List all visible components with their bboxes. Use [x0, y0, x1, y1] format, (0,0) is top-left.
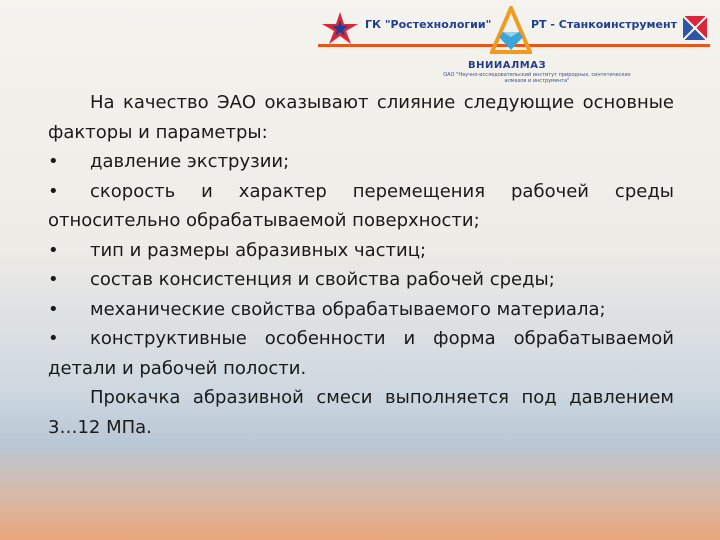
list-item — [48, 324, 674, 354]
closing-paragraph: Прокачка абразивной смеси выполняется под давлением 3…12 МПа. — [48, 387, 674, 438]
list-item — [48, 236, 674, 266]
list-item-text: механические свойства обрабатываемого материала; — [90, 298, 606, 320]
list-item-text: состав консистенция и свойства рабочей среды; — [90, 269, 555, 290]
list-item-text: давление экструзии; — [90, 151, 290, 172]
institute-name: ВНИИАЛМАЗ — [468, 60, 547, 71]
vniialmaz-diamond-icon — [490, 6, 532, 58]
company-name-right: РТ - Станкоинструмент — [531, 18, 677, 31]
list-item — [48, 177, 674, 207]
stankoinstrument-flag-icon — [683, 16, 707, 40]
list-item-continuation: относительно обрабатываемой поверхности; — [48, 210, 480, 231]
list-item-text: тип и размеры абразивных частиц; — [90, 239, 427, 261]
bullet-marker: • — [48, 151, 59, 172]
list-item-text: скорость и характер перемещения рабочей среды — [90, 180, 674, 202]
rostec-star-icon — [320, 10, 360, 46]
bullet-marker: • — [48, 180, 59, 202]
list-item — [48, 295, 674, 325]
list-item — [48, 147, 674, 177]
bullet-marker: • — [48, 269, 59, 290]
intro-paragraph: На качество ЭАО оказывают слияние следующие основные факторы и параметры: — [48, 92, 674, 143]
bullet-marker: • — [48, 298, 59, 320]
bullet-marker: • — [48, 328, 59, 349]
list-item — [48, 265, 674, 295]
main-text — [48, 88, 674, 442]
list-item-text: конструктивные особенности и форма обрабатываемой — [90, 328, 674, 349]
company-name-left: ГК "Ростехнологии" — [365, 18, 492, 31]
institute-subtitle: ОАО "Научно-исследовательский институт природных, синтетических алмазов и инструмента" — [443, 72, 631, 84]
list-item-continuation: детали и рабочей полости. — [48, 357, 307, 379]
bullet-marker: • — [48, 239, 59, 261]
